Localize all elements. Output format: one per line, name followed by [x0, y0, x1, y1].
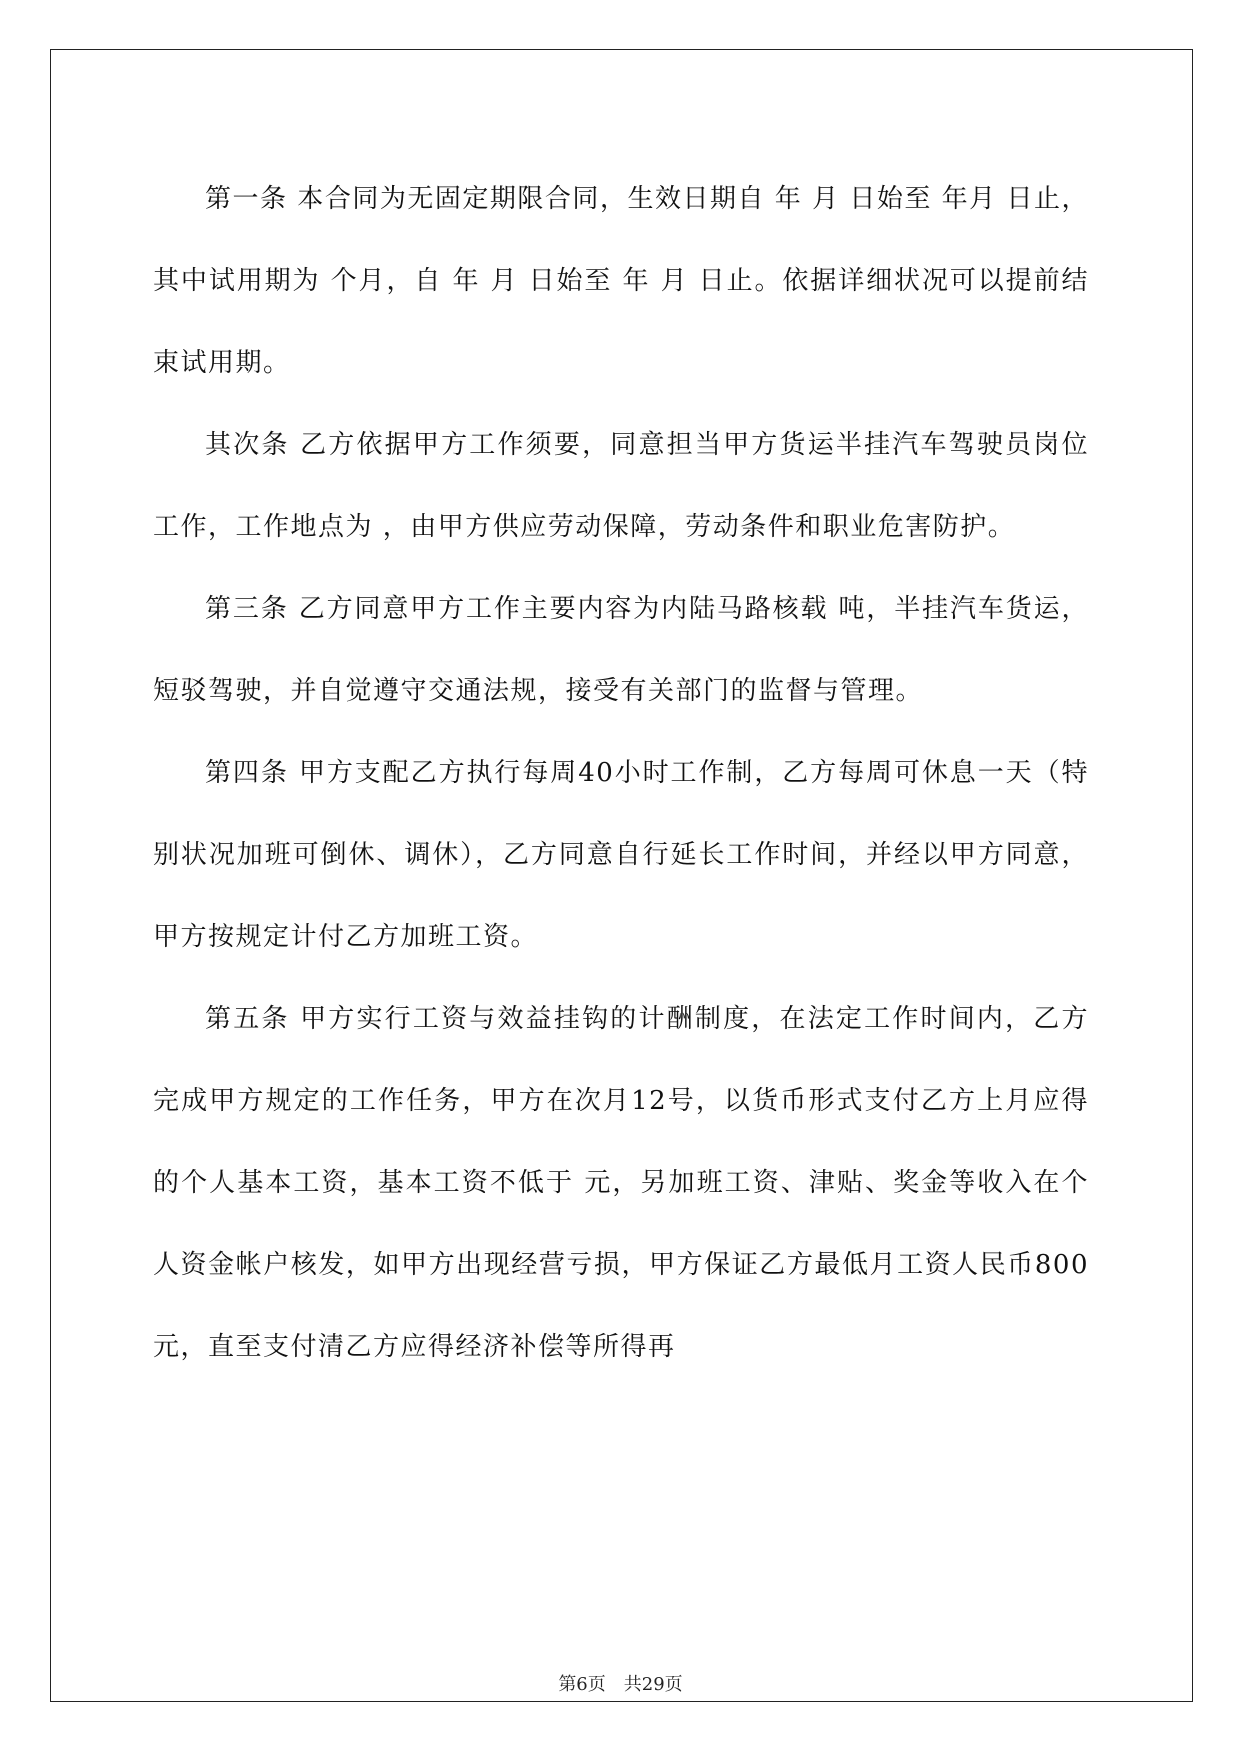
paragraph-article-1: 第一条 本合同为无固定期限合同，生效日期自 年 月 日始至 年月 日止，其中试用期为 个月，自 年 月 日始至 年 月 日止。依据详细状况可以提前结束试用期。: [153, 184, 1089, 378]
document-body: [153, 158, 1089, 1388]
page-number: 第6页: [558, 1674, 606, 1695]
paragraph-article-5: 第五条 甲方实行工资与效益挂钩的计酬制度，在法定工作时间内，乙方完成甲方规定的工作任务，甲方在次月12号，以货币形式支付乙方上月应得的个人基本工资，基本工资不低于 元，另加班工资、津贴、奖金等收入在个人资金帐户核发，如甲方出现经营亏损，甲方保证乙方最低月工资人民币800元，直至支付清乙方应得经济补偿等所得再: [153, 1004, 1089, 1362]
page-footer: [0, 1675, 1241, 1695]
paragraph-article-3: 第三条 乙方同意甲方工作主要内容为内陆马路核载 吨，半挂汽车货运，短驳驾驶，并自觉遵守交通法规，接受有关部门的监督与管理。: [153, 594, 1089, 706]
paragraph-article-4: 第四条 甲方支配乙方执行每周40小时工作制，乙方每周可休息一天（特别状况加班可倒休、调休），乙方同意自行延长工作时间，并经以甲方同意，甲方按规定计付乙方加班工资。: [153, 758, 1089, 952]
paragraph-article-2: 其次条 乙方依据甲方工作须要，同意担当甲方货运半挂汽车驾驶员岗位工作，工作地点为 ，由甲方供应劳动保障，劳动条件和职业危害防护。: [153, 430, 1089, 542]
page-total: 共29页: [623, 1674, 683, 1695]
